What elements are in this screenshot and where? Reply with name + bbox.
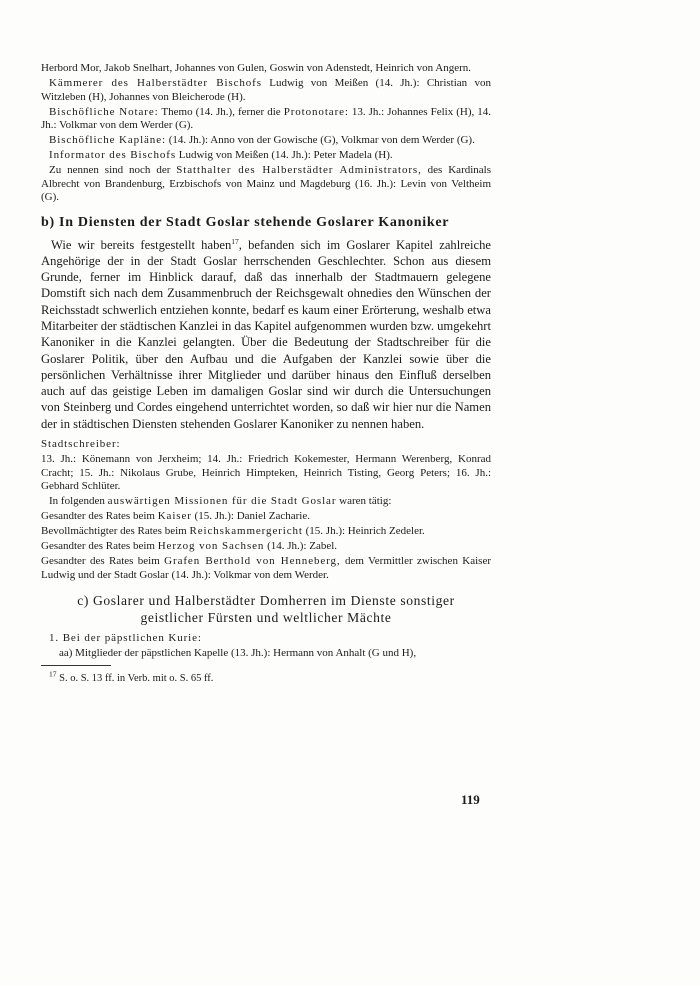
footnote-text: S. o. S. 13 ff. in Verb. mit o. S. 65 ff. xyxy=(59,672,214,684)
entry-text: (15. Jh.): Daniel Zacharie. xyxy=(194,510,310,523)
entry-text: dem Vermittler zwischen Kaiser Ludwig und der Stadt Goslar (14. Jh.): Volkmar von dem Werder. xyxy=(41,555,492,581)
section-c-heading-line1: c) Goslarer und Halberstädter Domherren im Dienste sonstiger xyxy=(77,593,455,609)
stadtschreiber-list: 13. Jh.: Könemann von Jerxheim; 14. Jh.: Friedrich Kokemester, Hermann Werenberg, Konrad Cracht; 15. Jh.: Nikolaus Grube, Heinrich Himpteken, Heinrich Tisting, Georg Peters; 16. Jh.: Gebhard Schlüter. xyxy=(41,453,491,493)
stadtschreiber-label: Stadtschreiber: xyxy=(41,438,121,451)
entry-lead: auswärtigen Missionen für die Stadt Goslar xyxy=(107,495,337,508)
entry-lead: Kaiser xyxy=(157,510,192,523)
entry-lead: Herzog von Sachsen xyxy=(157,540,265,553)
entry-text: Zu nennen sind noch der xyxy=(49,164,171,176)
entry-text: Gesandter des Rates beim xyxy=(41,510,155,523)
section-b-heading: b) In Diensten der Stadt Goslar stehende Goslarer Kanoniker xyxy=(41,214,450,230)
entry-text: Themo (14. Jh.), ferner die xyxy=(161,105,281,118)
kurie-label: 1. Bei der päpstlichen Kurie: xyxy=(49,632,202,645)
footnote-ref[interactable]: 17 xyxy=(231,236,239,246)
section-c-heading xyxy=(41,592,491,626)
footnote-divider xyxy=(41,665,111,666)
paragraph-text: , befanden sich im Goslarer Kapitel zahlreiche Angehörige der in der Stadt Goslar herrschenden Geschlechter. Schon aus diesem Grunde, ferner im Hinblick darauf, daß das innerhalb der Stadtmauern gelegene Domstift sich nach dem Zusammenbruch der Reichsgewalt ohnedies den Wünschen der Reichsstadt schwerlich entziehen konnte, bedarf es kaum einer Erörterung, weshalb etwa Mitarbeiter der städtischen Kanzlei in das Kapitel aufgenommen wurden bzw. umgekehrt Kanoniker in die Kanzlei gelangten. Über die Bedeutung der Stadtschreiber für die Goslarer Politik, über den Aufbau und die Aufgaben der Kanzlei sowie über die persönlichen Verhältnisse ihrer Mitglieder und darüber hinaus den Einfluß derselben auch auf das geistige Leben im damaligen Goslar sind wir durch die Untersuchungen von Steinberg und Cordes eingehend unterrichtet worden, so daß wir hier nur die Namen der in städtischen Diensten stehenden Goslarer Kanoniker zu nennen haben. xyxy=(41,237,491,431)
footnote-number: 17 xyxy=(49,669,57,679)
entry-text: waren tätig: xyxy=(339,495,392,508)
entry-lead: Reichskammergericht xyxy=(189,525,303,538)
paragraph-start: Wie wir bereits festgestellt haben xyxy=(51,237,232,252)
entry-informator xyxy=(41,149,491,163)
entry-lead: Kämmerer des Halberstädter Bischofs xyxy=(49,77,262,89)
entry-notare xyxy=(41,106,491,133)
entry-text: (14. Jh.): Zabel. xyxy=(267,540,338,553)
entry-text: In folgenden xyxy=(49,495,105,508)
entry-names xyxy=(41,62,491,76)
footnote xyxy=(49,669,491,685)
entry-text: Gesandter des Rates beim xyxy=(41,540,155,553)
section-c-list xyxy=(41,632,491,661)
top-entries xyxy=(41,62,491,205)
entry-lead: Informator des Bischofs xyxy=(49,149,177,161)
mission-reichskammergericht xyxy=(41,525,491,539)
mission-kaiser xyxy=(41,510,491,524)
entry-lead: Bischöfliche Kapläne: xyxy=(49,134,166,146)
entry-text: Gesandter des Rates beim xyxy=(41,555,160,568)
entry-text: 13. Jh.: Johannes Felix (H), 14. Jh.: Volkmar von dem Werder (G). xyxy=(41,105,491,131)
entry-text: (15. Jh.): Heinrich Zedeler. xyxy=(305,525,425,538)
section-b-lists xyxy=(41,438,491,582)
entry-kaplaene xyxy=(41,134,491,148)
entry-lead: Bischöfliche Notare: xyxy=(49,105,159,118)
entry-lead: Grafen Berthold von Henneberg, xyxy=(164,555,341,568)
mission-grafen xyxy=(41,555,491,582)
page-number: 119 xyxy=(461,792,480,807)
section-b-paragraph xyxy=(41,237,491,433)
page-content xyxy=(41,62,491,685)
mission-herzog xyxy=(41,540,491,554)
kurie-item-aa: aa) Mitglieder der päpstlichen Kapelle (13. Jh.): Hermann von Anhalt (G und H), xyxy=(59,647,417,660)
entry-lead: Statthalter des Halberstädter Administrators, xyxy=(176,164,422,176)
entry-text: Bevollmächtigter des Rates beim xyxy=(41,525,187,538)
entry-statthalter xyxy=(41,164,491,205)
entry-text: Ludwig von Meißen (14. Jh.): Christian von Witzleben (H), Johannes von Bleicherode (H). xyxy=(41,77,491,103)
entry-text: Ludwig von Meißen (14. Jh.): Peter Madela (H). xyxy=(178,149,393,161)
entry-text: (14. Jh.): Anno von der Gowische (G), Volkmar von dem Werder (G). xyxy=(168,134,475,146)
entry-text: Herbord Mor, Jakob Snelhart, Johannes von Gulen, Goswin von Adenstedt, Heinrich von Angern. xyxy=(41,62,472,74)
entry-kaemmerer xyxy=(41,77,491,104)
entry-text: des Kardinals Albrecht von Brandenburg, Erzbischofs von Mainz und Magdeburg (16. Jh.): Levin von Veltheim (G). xyxy=(41,164,492,203)
section-c-heading-line2: geistlicher Fürsten und weltlicher Mächte xyxy=(140,610,392,626)
missions-intro xyxy=(41,495,491,509)
entry-lead: Protonotare: xyxy=(283,105,349,118)
